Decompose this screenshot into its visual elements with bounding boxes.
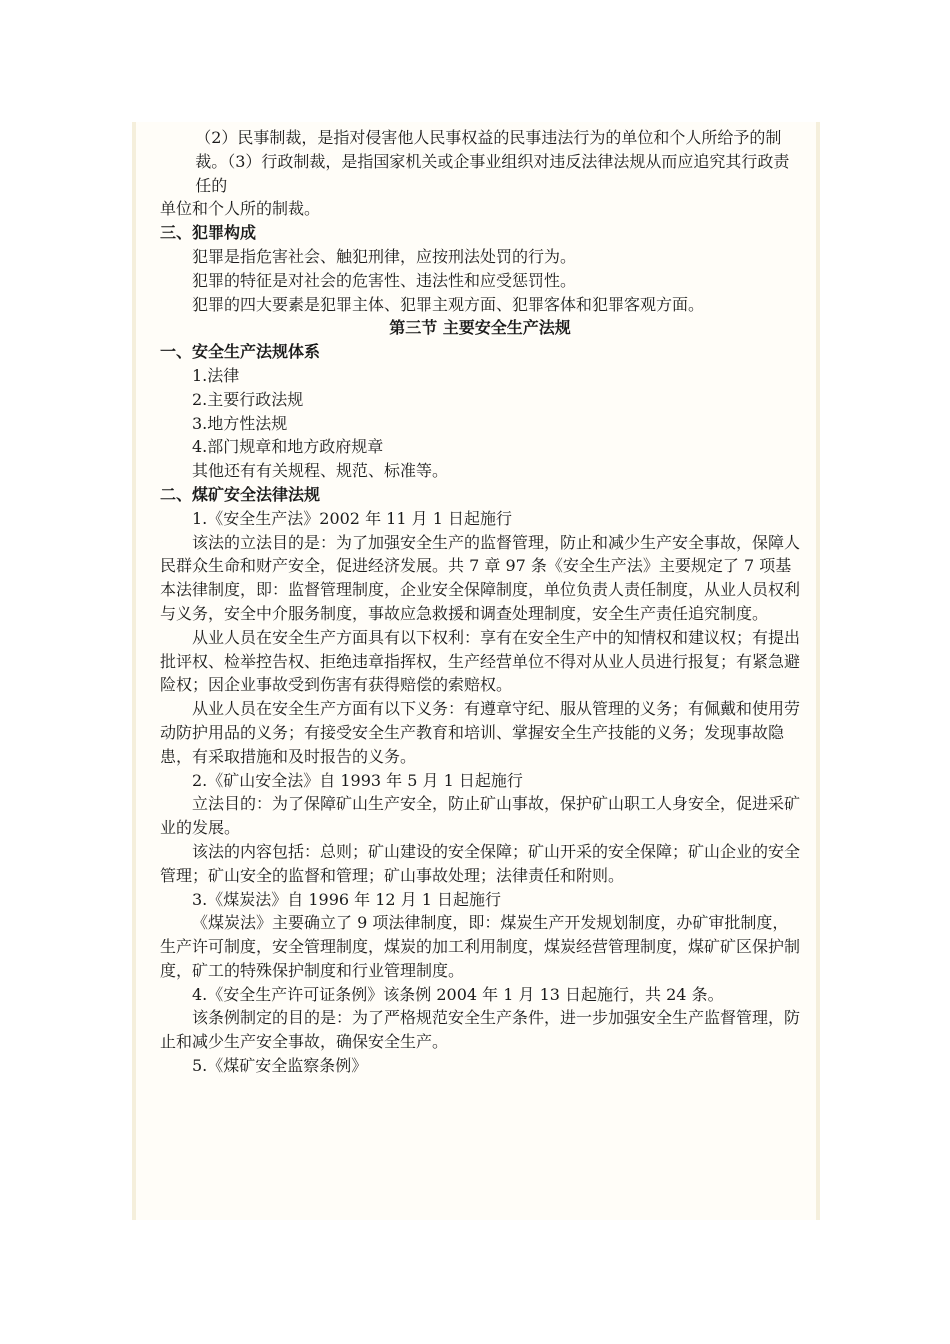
- list-item-law: 1.法律: [192, 365, 240, 385]
- list-item-safety-production-law: 1.《安全生产法》2002 年 11 月 1 日起施行: [192, 508, 512, 528]
- paragraph-crime-features: 犯罪的特征是对社会的危害性、违法性和应受惩罚性。: [192, 270, 577, 290]
- paragraph-coal-law-systems: 《煤炭法》主要确立了 9 项法律制度，即：煤炭生产开发规划制度，办矿审批制度，生产许可制度，安全管理制度，煤炭的加工利用制度，煤炭经营管理制度，煤矿矿区保护制度，矿工的特殊保护制度和行业管理制度。: [160, 913, 801, 980]
- list-item-local-regulations: 3.地方性法规: [192, 413, 288, 433]
- list-item-permit-regulation: 4.《安全生产许可证条例》该条例 2004 年 1 月 13 日起施行，共 24 条。: [192, 984, 724, 1004]
- paragraph-worker-rights: 从业人员在安全生产方面具有以下权利：享有在安全生产中的知情权和建议权；有提出批评权、检举控告权、拒绝违章指挥权，生产经营单位不得对从业人员进行报复；有紧急避险权；因企业事故受到伤害有获得赔偿的索赔权。: [160, 627, 801, 695]
- paragraph-other-standards: 其他还有有关规程、规范、标准等。: [192, 461, 449, 481]
- paragraph-safety-law-purpose: 该法的立法目的是：为了加强安全生产的监督管理，防止和减少生产安全事故，保障人民群众生命和财产安全，促进经济发展。共 7 章 97 条《安全生产法》主要规定了 7 项基本法律制度，即：监督管理制度，企业安全保障制度，单位负责人责任制度，从业人员权利与义务，安全中介服务制度，事故应急救援和调查处理制度，安全生产责任追究制度。: [160, 532, 801, 623]
- list-item-coal-law: 3.《煤炭法》自 1996 年 12 月 1 日起施行: [192, 889, 502, 909]
- paragraph-crime-definition: 犯罪是指危害社会、触犯刑律，应按刑法处罚的行为。: [192, 246, 577, 266]
- list-item-mine-safety-law: 2.《矿山安全法》自 1993 年 5 月 1 日起施行: [192, 770, 523, 790]
- paragraph-worker-duties: 从业人员在安全生产方面有以下义务：有遵章守纪、服从管理的义务；有佩戴和使用劳动防护用品的义务；有接受安全生产教育和培训、掌握安全生产技能的义务；发现事故隐患，有采取措施和及时报告的义务。: [160, 699, 801, 766]
- document-body: [160, 126, 800, 1078]
- section-title: 第三节 主要安全生产法规: [389, 318, 571, 338]
- paragraph-civil-administrative-sanctions: （2）民事制裁，是指对侵害他人民事权益的民事违法行为的单位和个人所给予的制裁。（3）行政制裁，是指国家机关或企事业组织对违反法律法规从而应追究其行政责任的: [195, 128, 790, 195]
- heading-regulation-system: 一、安全生产法规体系: [160, 342, 321, 362]
- paragraph-continuation: 单位和个人所的制裁。: [160, 199, 321, 219]
- list-item-mine-supervision-regulation: 5.《煤矿安全监察条例》: [192, 1056, 368, 1076]
- document-page: [132, 122, 820, 1220]
- list-item-administrative-regulations: 2.主要行政法规: [192, 389, 304, 409]
- heading-crime-constitution: 三、犯罪构成: [160, 223, 257, 243]
- paragraph-permit-purpose: 该条例制定的目的是：为了严格规范安全生产条件，进一步加强安全生产监督管理，防止和减少生产安全事故，确保安全生产。: [160, 1008, 801, 1052]
- list-item-department-rules: 4.部门规章和地方政府规章: [192, 437, 384, 457]
- paragraph-mine-law-contents: 该法的内容包括：总则；矿山建设的安全保障；矿山开采的安全保障；矿山企业的安全管理；矿山安全的监督和管理；矿山事故处理；法律责任和附则。: [160, 841, 801, 885]
- paragraph-mine-law-purpose: 立法目的：为了保障矿山生产安全，防止矿山事故，保护矿山职工人身安全，促进采矿业的发展。: [160, 794, 801, 838]
- paragraph-crime-elements: 犯罪的四大要素是犯罪主体、犯罪主观方面、犯罪客体和犯罪客观方面。: [192, 294, 705, 314]
- heading-coal-mine-laws: 二、煤矿安全法律法规: [160, 484, 321, 504]
